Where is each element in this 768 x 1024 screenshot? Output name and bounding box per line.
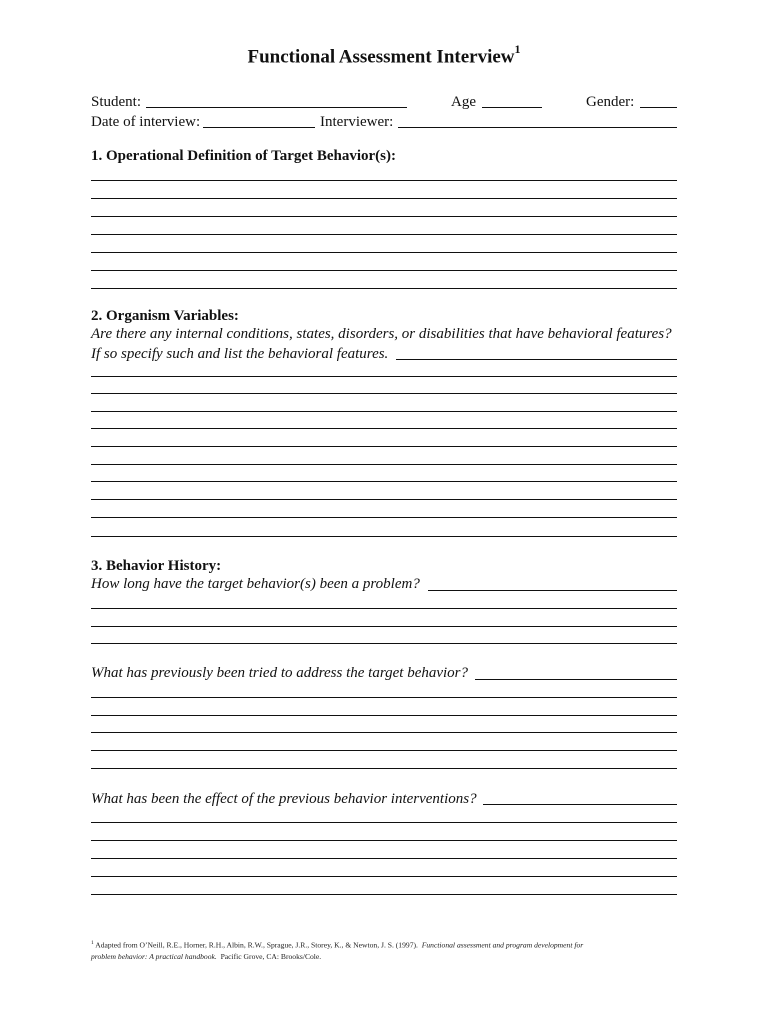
section-3-q2-answer-line[interactable] bbox=[91, 768, 677, 769]
section-2-answer-line[interactable] bbox=[91, 536, 677, 537]
section-3-question-2: What has previously been tried to address the target behavior? bbox=[91, 665, 469, 681]
section-3-heading: 3. Behavior History: bbox=[91, 558, 222, 574]
section-3-q2-answer-line[interactable] bbox=[91, 697, 677, 698]
section-2-answer-line[interactable] bbox=[91, 411, 677, 412]
section-1-answer-line[interactable] bbox=[91, 198, 677, 199]
section-3-q1-answer-line[interactable] bbox=[91, 608, 677, 609]
section-3-q3-answer-line[interactable] bbox=[91, 894, 677, 895]
footnote bbox=[91, 938, 691, 962]
interviewer-label: Interviewer: bbox=[320, 114, 394, 130]
section-3-q1-inline-answer-line[interactable] bbox=[428, 590, 677, 591]
section-2-answer-line[interactable] bbox=[91, 393, 677, 394]
page-title bbox=[0, 44, 768, 68]
section-1-answer-line[interactable] bbox=[91, 288, 677, 289]
section-3-q1-answer-line[interactable] bbox=[91, 626, 677, 627]
interviewer-field[interactable] bbox=[398, 127, 677, 128]
section-2-answer-line[interactable] bbox=[91, 481, 677, 482]
footnote-mark: 1 bbox=[91, 940, 94, 946]
section-3-q3-answer-line[interactable] bbox=[91, 858, 677, 859]
date-of-interview-label: Date of interview: bbox=[91, 114, 201, 130]
section-3-q3-answer-line[interactable] bbox=[91, 822, 677, 823]
section-2-inline-answer-line[interactable] bbox=[396, 359, 677, 360]
footnote-book-title-1: Functional assessment and program development for bbox=[421, 940, 584, 950]
section-1-answer-line[interactable] bbox=[91, 270, 677, 271]
gender-field[interactable] bbox=[640, 107, 677, 108]
title-text: Functional Assessment Interview bbox=[247, 46, 515, 68]
section-3-question-1: How long have the target behavior(s) been a problem? bbox=[91, 576, 420, 592]
section-2-prompt-line-2: If so specify such and list the behavioral features. bbox=[91, 346, 389, 362]
section-3-q3-answer-line[interactable] bbox=[91, 876, 677, 877]
section-1-answer-line[interactable] bbox=[91, 180, 677, 181]
section-1-answer-line[interactable] bbox=[91, 234, 677, 235]
age-label: Age bbox=[451, 94, 476, 110]
footnote-book-title-2: problem behavior: A practical handbook. bbox=[91, 951, 217, 961]
section-2-answer-line[interactable] bbox=[91, 517, 677, 518]
section-2-heading: 2. Organism Variables: bbox=[91, 308, 239, 324]
student-field[interactable] bbox=[146, 107, 407, 108]
footnote-publisher: Pacific Grove, CA: Brooks/Cole. bbox=[220, 951, 322, 961]
section-2-answer-line[interactable] bbox=[91, 446, 677, 447]
section-3-q2-answer-line[interactable] bbox=[91, 715, 677, 716]
section-3-q2-inline-answer-line[interactable] bbox=[475, 679, 677, 680]
gender-label: Gender: bbox=[586, 94, 635, 110]
section-2-answer-line[interactable] bbox=[91, 464, 677, 465]
section-3-q3-answer-line[interactable] bbox=[91, 840, 677, 841]
footnote-authors: Adapted from O’Neill, R.E., Horner, R.H., Albin, R.W., Sprague, J.R., Storey, K., & Newton, J. S. (1997). bbox=[95, 940, 418, 950]
section-1-heading: 1. Operational Definition of Target Behavior(s): bbox=[91, 148, 396, 164]
section-3-question-3: What has been the effect of the previous behavior interventions? bbox=[91, 791, 477, 807]
section-3-q2-answer-line[interactable] bbox=[91, 732, 677, 733]
section-2-answer-line[interactable] bbox=[91, 428, 677, 429]
age-field[interactable] bbox=[482, 107, 542, 108]
date-of-interview-field[interactable] bbox=[203, 127, 315, 128]
section-2-answer-line[interactable] bbox=[91, 376, 677, 377]
section-1-answer-line[interactable] bbox=[91, 252, 677, 253]
section-2-answer-line[interactable] bbox=[91, 499, 677, 500]
title-footnote-mark: 1 bbox=[514, 42, 521, 56]
section-1-answer-line[interactable] bbox=[91, 216, 677, 217]
student-label: Student: bbox=[91, 94, 142, 110]
section-3-q3-inline-answer-line[interactable] bbox=[483, 804, 677, 805]
section-3-q1-answer-line[interactable] bbox=[91, 643, 677, 644]
section-3-q2-answer-line[interactable] bbox=[91, 750, 677, 751]
section-2-prompt-line-1: Are there any internal conditions, states, disorders, or disabilities that have behavioral features? bbox=[91, 326, 672, 342]
